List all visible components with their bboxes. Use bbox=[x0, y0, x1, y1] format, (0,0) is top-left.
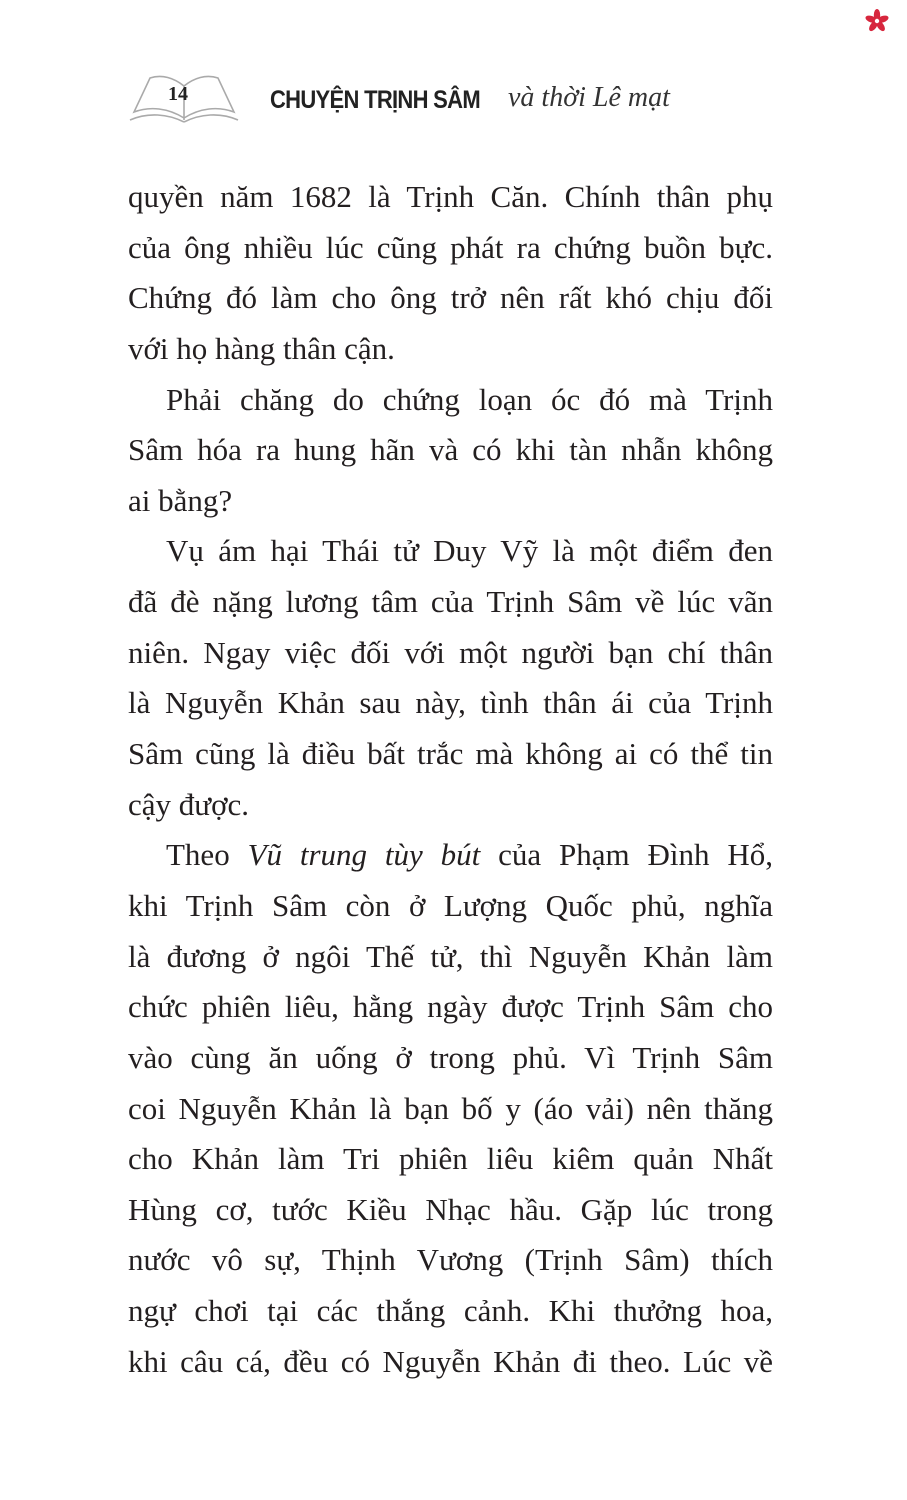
text-line: chức phiên liêu, hằng ngày được Trịnh Sâm cho bbox=[128, 989, 773, 1025]
book-title-italic: Vũ trung tùy bút bbox=[247, 837, 481, 873]
text-line: của ông nhiều lúc cũng phát ra chứng buồn bực. bbox=[128, 229, 773, 265]
page-number: 14 bbox=[168, 83, 188, 105]
text-line: Phải chăng do chứng loạn óc đó mà Trịnh bbox=[166, 381, 773, 417]
text-line: với họ hàng thân cận. bbox=[128, 330, 395, 366]
text-line: quyền năm 1682 là Trịnh Căn. Chính thân phụ bbox=[128, 179, 773, 214]
publisher-logo-icon bbox=[864, 8, 890, 34]
text-line: đã đè nặng lương tâm của Trịnh Sâm về lúc vãn bbox=[128, 584, 773, 620]
text-line: Vụ ám hại Thái tử Duy Vỹ là một điểm đen bbox=[166, 533, 773, 569]
text-line: niên. Ngay việc đối với một người bạn chí thân bbox=[128, 634, 773, 670]
text-line: Sâm hóa ra hung hãn và có khi tàn nhẫn không bbox=[128, 432, 773, 468]
text-line: ngự chơi tại các thắng cảnh. Khi thưởng hoa, bbox=[128, 1293, 773, 1329]
running-header bbox=[128, 70, 748, 130]
text-line: coi Nguyễn Khản là bạn bố y (áo vải) nên thăng bbox=[128, 1090, 773, 1126]
text-line: là Nguyễn Khản sau này, tình thân ái của Trịnh bbox=[128, 685, 773, 721]
text-line bbox=[128, 830, 773, 881]
text-line: ai bằng? bbox=[128, 482, 233, 518]
text-line: cậy được. bbox=[128, 786, 249, 822]
book-title: CHUYỆN TRỊNH SÂM bbox=[270, 86, 480, 114]
page-body bbox=[128, 172, 773, 1387]
text-line: Chứng đó làm cho ông trở nên rất khó chịu đối bbox=[128, 280, 773, 316]
text-line: là đương ở ngôi Thế tử, thì Nguyễn Khản làm bbox=[128, 938, 773, 974]
paragraph bbox=[128, 172, 773, 375]
text-line: nước vô sự, Thịnh Vương (Trịnh Sâm) thích bbox=[128, 1242, 773, 1278]
text-line-content: Theo Vũ trung tùy bút của Phạm Đình Hổ, bbox=[166, 837, 773, 873]
text-line: Sâm cũng là điều bất trắc mà không ai có thể tin bbox=[128, 736, 773, 772]
text-line: khi câu cá, đều có Nguyễn Khản đi theo. Lúc về bbox=[128, 1343, 773, 1379]
text-line: vào cùng ăn uống ở trong phủ. Vì Trịnh Sâm bbox=[128, 1039, 773, 1075]
paragraph bbox=[128, 526, 773, 830]
text-line: cho Khản làm Tri phiên liêu kiêm quản Nhất bbox=[128, 1141, 773, 1177]
paragraph bbox=[128, 830, 773, 1387]
paragraph bbox=[128, 375, 773, 527]
text-line: Hùng cơ, tước Kiều Nhạc hầu. Gặp lúc trong bbox=[128, 1191, 773, 1227]
text-line: khi Trịnh Sâm còn ở Lượng Quốc phủ, nghĩa bbox=[128, 887, 773, 923]
book-subtitle: và thời Lê mạt bbox=[508, 82, 670, 113]
